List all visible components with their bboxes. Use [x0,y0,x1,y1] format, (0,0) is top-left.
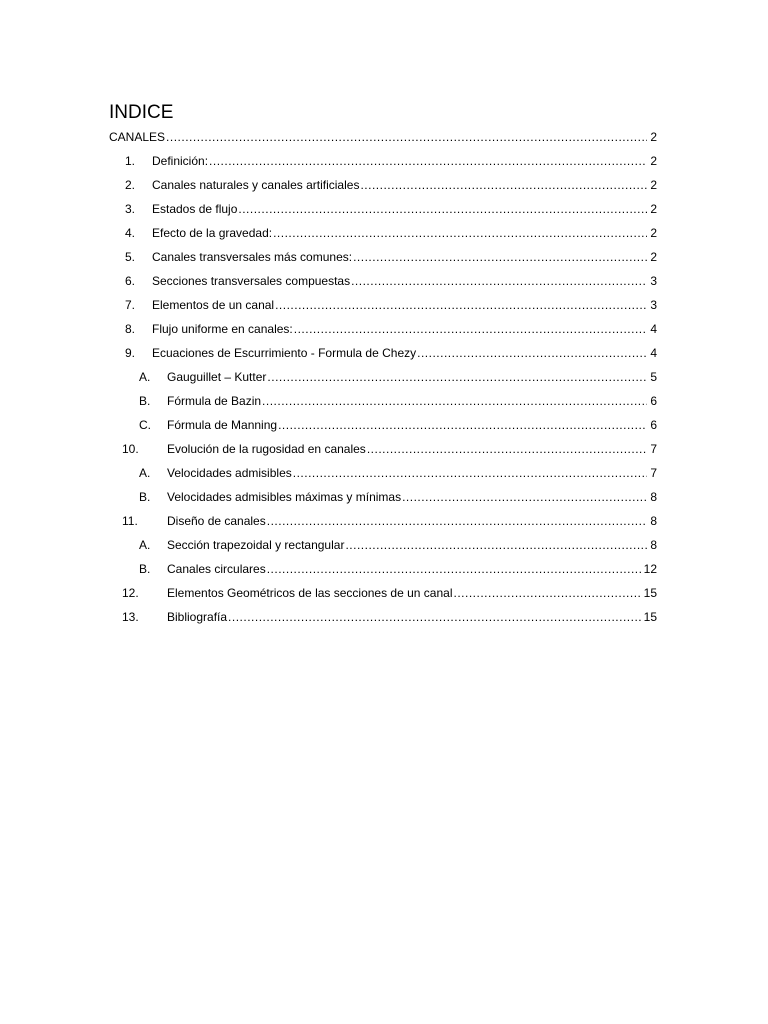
toc-entry-label: Secciones transversales compuestas [152,274,351,288]
toc-entry-page: 15 [643,610,657,624]
leader-dots [360,177,647,193]
leader-dots [278,417,647,433]
toc-entry-number: B. [139,490,151,504]
toc-entry-label: Ecuaciones de Escurrimiento - Formula de Chezy [152,346,417,360]
toc-entry-number: 13. [122,610,139,624]
leader-dots [294,321,648,337]
toc-entry-number: 2. [125,178,136,192]
leader-dots [267,369,647,385]
leader-dots [417,345,647,361]
toc-title: INDICE [109,102,174,123]
toc-entry-number: 4. [125,226,136,240]
toc-entry-number: 12. [122,586,139,600]
toc-entry-number: A. [139,466,151,480]
toc-entry-page: 2 [650,250,657,264]
toc-entry-label: Velocidades admisibles máximas y mínimas [167,490,402,504]
leader-dots [454,585,641,601]
toc-entry-2[interactable] [125,173,657,193]
toc-entry-10[interactable] [122,437,657,457]
toc-entry-page: 8 [650,538,657,552]
toc-entry-page: 6 [650,418,657,432]
toc-entry-page: 4 [650,346,657,360]
toc-entry-label: Estados de flujo [152,202,238,216]
toc-entry-label: Evolución de la rugosidad en canales [167,442,366,456]
toc-entry-label: Gauguillet – Kutter [167,370,267,384]
toc-entry-10a[interactable] [139,461,657,481]
toc-entry-label: Velocidades admisibles [167,466,292,480]
leader-dots [209,153,647,169]
leader-dots [273,225,647,241]
toc-entry-page: 2 [650,130,657,144]
leader-dots [353,249,647,265]
toc-entry-label: Definición: [152,154,209,168]
toc-entry-number: A. [139,538,151,552]
toc-entry-5[interactable] [125,245,657,265]
toc-entry-9c[interactable] [139,413,657,433]
toc-entry-number: B. [139,562,151,576]
toc-entry-canales[interactable] [109,125,657,145]
toc-entry-11b[interactable] [139,557,657,577]
leader-dots [166,129,647,145]
toc-entry-number: 10. [122,442,139,456]
toc-entry-label: Fórmula de Bazin [167,394,262,408]
toc-entry-label: Elementos de un canal [152,298,275,312]
toc-entry-10b[interactable] [139,485,657,505]
toc-entry-page: 4 [650,322,657,336]
toc-entry-number: 6. [125,274,136,288]
toc-entry-7[interactable] [125,293,657,313]
toc-entry-13[interactable] [122,605,657,625]
toc-entry-number: 5. [125,250,136,264]
toc-entry-number: 9. [125,346,136,360]
toc-entry-number: A. [139,370,151,384]
toc-entry-page: 2 [650,178,657,192]
toc-entry-page: 3 [650,274,657,288]
leader-dots [351,273,647,289]
toc-entry-9b[interactable] [139,389,657,409]
toc-entry-label: Efecto de la gravedad: [152,226,273,240]
toc-entry-label: Fórmula de Manning [167,418,278,432]
toc-entry-page: 7 [650,466,657,480]
toc-entry-8[interactable] [125,317,657,337]
toc-entry-label: Canales circulares [167,562,266,576]
toc-entry-number: 11. [122,514,138,528]
leader-dots [345,537,647,553]
toc-entry-label: Sección trapezoidal y rectangular [167,538,345,552]
toc-entry-number: 1. [125,154,136,168]
toc-entry-label: Canales naturales y canales artificiales [152,178,360,192]
toc-entry-label: CANALES [109,130,166,144]
toc-entry-3[interactable] [125,197,657,217]
toc-entry-page: 8 [650,514,657,528]
toc-entry-number: 7. [125,298,136,312]
toc-entry-9a[interactable] [139,365,657,385]
toc-entry-page: 2 [650,226,657,240]
toc-entry-11[interactable] [122,509,657,529]
leader-dots [402,489,647,505]
toc-entry-number: 8. [125,322,136,336]
toc-entry-1[interactable] [125,149,657,169]
leader-dots [275,297,647,313]
toc-entry-label: Bibliografía [167,610,228,624]
leader-dots [238,201,647,217]
toc-entry-page: 8 [650,490,657,504]
toc-entry-page: 2 [650,154,657,168]
toc-entry-number: B. [139,394,151,408]
toc-entry-6[interactable] [125,269,657,289]
toc-entry-label: Flujo uniforme en canales: [152,322,293,336]
toc-entry-label: Canales transversales más comunes: [152,250,353,264]
toc-entry-page: 3 [650,298,657,312]
toc-entry-label: Diseño de canales [167,514,266,528]
toc-entry-label: Elementos Geométricos de las secciones de un canal [167,586,453,600]
toc-entry-9[interactable] [125,341,657,361]
leader-dots [228,609,641,625]
leader-dots [262,393,647,409]
toc-entry-4[interactable] [125,221,657,241]
leader-dots [367,441,648,457]
leader-dots [267,561,641,577]
toc-entry-number: 3. [125,202,136,216]
toc-entry-page: 2 [650,202,657,216]
toc-entry-11a[interactable] [139,533,657,553]
toc-entry-page: 6 [650,394,657,408]
leader-dots [293,465,648,481]
toc-entry-page: 12 [643,562,657,576]
toc-entry-page: 7 [650,442,657,456]
toc-entry-page: 5 [650,370,657,384]
toc-entry-number: C. [139,418,151,432]
toc-entry-page: 15 [643,586,657,600]
leader-dots [267,513,648,529]
toc-entry-12[interactable] [122,581,657,601]
